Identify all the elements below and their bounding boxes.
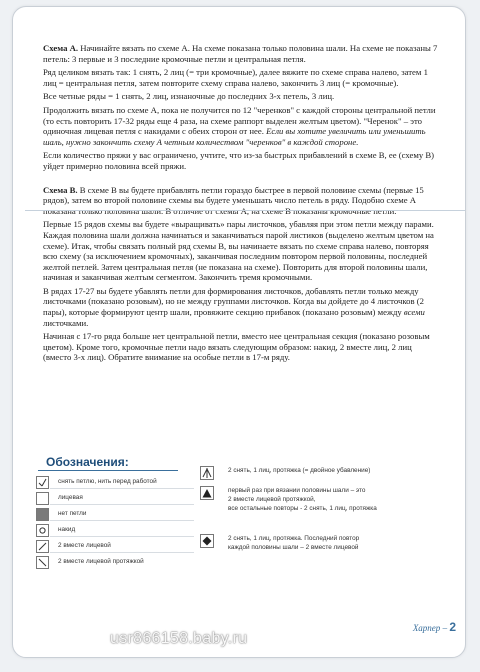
- scheme-a-paragraph-3: Все четные ряды = 1 снять, 2 лиц, изнаночные до последних 3-х петель, 3 лиц.: [43, 91, 335, 102]
- legend-row-ssk: [36, 556, 196, 570]
- legend-row-yarn-over: [36, 524, 196, 538]
- page-number: 2: [449, 620, 456, 634]
- legend-label-diamond: [228, 534, 359, 552]
- legend-row-knit: [36, 492, 196, 506]
- legend-row-slip: [36, 476, 196, 490]
- scheme-a-paragraph-1: [43, 43, 438, 64]
- legend-label-ssk: 2 вместе лицевой протяжкой: [58, 558, 144, 565]
- legend-title-rule: [38, 470, 178, 471]
- legend-label-yarn-over: накид: [58, 526, 76, 533]
- slip-stitch-symbol-icon: [36, 476, 49, 489]
- scheme-a-intro: Начинайте вязать по схеме А. На схеме показана только половина шали. На схеме не показаны 7 петель: 3 первые и 3 последние кромочные петли и центральная петля.: [43, 43, 438, 64]
- triangle-line-3: все остальные повторы - 2 снять, 1 лиц, протяжка: [228, 505, 377, 512]
- scheme-a-paragraph-5: Если количество пряжи у вас ограничено, учтите, что из-за быстрых прибавлений в схеме В, ее (схему В) уйдет примерно половина всей пряжи.: [43, 150, 435, 171]
- legend-label-double-decrease: 2 снять, 1 лиц, протяжка (= двойное убавление): [228, 467, 371, 474]
- scheme-a-heading: Схема А.: [43, 43, 79, 53]
- scheme-a-paragraph-4: [43, 105, 438, 147]
- watermark-text: usr866158.baby.ru: [110, 630, 248, 647]
- scheme-b-p3-text: В рядах 17-27 вы будете убавлять петли для формирования листочков, добавлять петли только между листочками (показано розовым), но не между группами листочков. Когда вы дойдете до 4 листочков (2 пары), которые формируют центр шали, провяжите секцию прибавок (показано розовым) между: [43, 285, 424, 318]
- legend-row-diamond: [200, 534, 440, 556]
- scheme-b-paragraph-4: Начиная с 17-го ряда больше нет центральной петли, вместо нее центральная секция (показано розовым цветом). Кроме того, кромочные петли надо вязать следующим образом: накид, 2 вместе лиц, 2 лиц (вместо 3-х лиц). Обратите внимание на особые петли в 17-м ряду.: [43, 331, 430, 363]
- legend-label-knit: лицевая: [58, 494, 83, 501]
- footer-brand: Харпер: [412, 623, 441, 633]
- knit-symbol-icon: [36, 492, 49, 505]
- scheme-b-intro: В схеме В вы будете прибавлять петли гораздо быстрее в первой половине схемы (первые 15 рядов), затем во второй половине схемы вы будете уменьшать число петель в ряду. Подобно схеме А: [43, 184, 424, 206]
- triangle-line-1: первый раз при вязании половины шали – это: [228, 487, 366, 494]
- scheme-b-paragraph-3: [43, 286, 438, 328]
- diamond-symbol-icon: [200, 534, 214, 548]
- section-divider: [25, 210, 465, 211]
- scheme-a-paragraph-2: Ряд целиком вязать так: 1 снять, 2 лиц (= три кромочные), далее вяжите по схеме справа налево, затем 1 лиц = центральная петля, затем повторите схему справа налево, закончить 3 лиц (= кромочные).: [43, 67, 428, 88]
- scheme-b-paragraph-2: Первые 15 рядов схемы вы будете «выращивать» пары листочков, убавляя при этом петли между парами. Каждая половина шали должна начинаться и заканчиваться парой листиков (выделено желтым цветом на схеме). Итак, чтобы связать полный ряд схемы В, вы начинаете вязать по схеме справа налево, повторяя всю схему (за исключением кромочных), заканчивая последним повтором первой половины, последней желтой петлей. Затем центральная петля (не показана на схеме). Повторить для второй половины шали, начиная и заканчивая желтым сегментом. Закончить тремя кромочными.: [43, 219, 434, 283]
- scheme-b-p3-italic: всеми: [403, 307, 425, 318]
- scheme-b-heading: Схема В.: [43, 184, 78, 195]
- ssk-symbol-icon: [36, 556, 49, 569]
- legend-row-k2tog: [36, 540, 196, 554]
- legend-label-no-stitch: нет петли: [58, 510, 87, 517]
- diamond-line-2: каждой половины шали – 2 вместе лицевой: [228, 544, 359, 551]
- legend-row-no-stitch: [36, 508, 196, 522]
- scheme-a-p4-italic: Если вы хотите увеличить или уменьшить шаль, нужно закончить схему А четным количеством "черенков" в каждой стороне.: [43, 126, 426, 147]
- scheme-b-paragraph-1: [43, 185, 438, 217]
- triangle-line-2: 2 вместе лицевой протяжкой,: [228, 496, 316, 503]
- k2tog-symbol-icon: [36, 540, 49, 553]
- legend-title: Обозначения:: [46, 455, 129, 469]
- legend-label-k2tog: 2 вместе лицевой: [58, 542, 111, 549]
- no-stitch-symbol-icon: [36, 508, 49, 521]
- double-decrease-symbol-icon: [200, 466, 214, 480]
- scheme-b-p3-end: листочками.: [43, 317, 89, 328]
- triangle-symbol-icon: [200, 486, 214, 500]
- text-body: [43, 43, 438, 366]
- legend-row-double-decrease: [200, 466, 440, 482]
- legend-label-triangle: [228, 486, 377, 513]
- yarn-over-symbol-icon: [36, 524, 49, 537]
- scheme-a-p4-text: Продолжить вязать по схеме А, пока не получится по 12 "черенков" с каждой стороны центральной петли (то есть повторить 17-32 ряды еще 4 раза, на схеме раппорт выделен желтым цветом). "Черенок" – это одиночная лицевая петля с накидами с обеих сторон от нее.: [43, 104, 436, 137]
- legend-row-triangle: [200, 486, 440, 526]
- legend-label-slip: снять петлю, нить перед работой: [58, 478, 157, 485]
- diamond-line-1: 2 снять, 1 лиц, протяжка. Последний повтор: [228, 535, 360, 542]
- page-footer: Харпер – 2: [412, 620, 456, 634]
